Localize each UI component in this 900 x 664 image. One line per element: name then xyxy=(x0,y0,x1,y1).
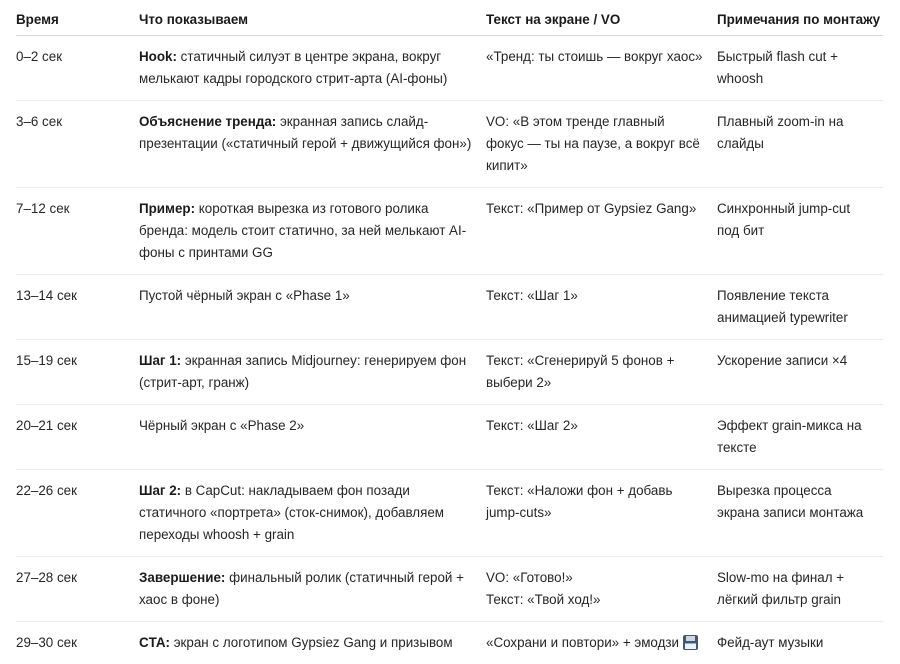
cell-what-we-show xyxy=(139,622,486,664)
cell-screen-text: Текст: «Наложи фон + добавь jump-cuts» xyxy=(486,470,717,557)
header-time: Время xyxy=(16,0,139,36)
cell-screen-text: Текст: «Шаг 2» xyxy=(486,405,717,470)
cell-what-we-show xyxy=(139,101,486,188)
cell-description: экранная запись слайд-презентации («статичный герой + движущийся фон») xyxy=(139,114,472,151)
cell-time: 22–26 сек xyxy=(16,470,139,557)
cell-label: Шаг 2: xyxy=(139,483,182,498)
cell-label: Шаг 1: xyxy=(139,353,182,368)
header-what-we-show: Что показываем xyxy=(139,0,486,36)
cell-label: Пример: xyxy=(139,201,196,216)
cell-screen-text: Текст: «Шаг 1» xyxy=(486,275,717,340)
cell-notes: Эффект grain-микса на тексте xyxy=(717,405,883,470)
storyboard-table xyxy=(16,0,883,664)
cell-what-we-show xyxy=(139,188,486,275)
cell-what-we-show xyxy=(139,405,486,470)
cell-notes: Slow-mo на финал + лёгкий фильтр grain xyxy=(717,557,883,622)
cell-what-we-show xyxy=(139,36,486,101)
cell-notes: Появление текста анимацией typewriter xyxy=(717,275,883,340)
table-row xyxy=(16,340,883,405)
cell-notes: Вырезка процесса экрана записи монтажа xyxy=(717,470,883,557)
table-row xyxy=(16,470,883,557)
cell-label: Завершение: xyxy=(139,570,226,585)
table-row xyxy=(16,188,883,275)
cell-voiceover-line: VO: «Готово!» xyxy=(486,570,573,585)
table-header-row xyxy=(16,0,883,36)
cell-time: 13–14 сек xyxy=(16,275,139,340)
cell-screen-text: VO: «В этом тренде главный фокус — ты на паузе, а вокруг всё кипит» xyxy=(486,101,717,188)
cell-notes: Фейд-аут музыки xyxy=(717,635,824,650)
header-screen-text-vo: Текст на экране / VO xyxy=(486,0,717,36)
storyboard-table-container xyxy=(16,0,883,664)
cell-description: экран с логотипом Gypsiez Gang и призывом xyxy=(170,635,453,650)
cell-description: Пустой чёрный экран с «Phase 1» xyxy=(139,288,350,303)
cell-time: 29–30 сек xyxy=(16,635,77,650)
cell-label: CTA: xyxy=(139,635,170,650)
cell-time: 7–12 сек xyxy=(16,188,139,275)
table-row xyxy=(16,557,883,622)
table-row xyxy=(16,101,883,188)
cell-screen-text xyxy=(486,622,717,664)
cell-description: экранная запись Midjourney: генерируем фон (стрит-арт, гранж) xyxy=(139,353,467,390)
cell-screen-text: Текст: «Пример от Gypsiez Gang» xyxy=(486,188,717,275)
cell-time: 0–2 сек xyxy=(16,36,139,101)
cell-time: 15–19 сек xyxy=(16,340,139,405)
cell-description: финальный ролик (статичный герой + хаос в фоне) xyxy=(139,570,464,607)
cell-description: Чёрный экран с «Phase 2» xyxy=(139,418,305,433)
cell-notes: Ускорение записи ×4 xyxy=(717,340,883,405)
table-row xyxy=(16,275,883,340)
cell-description: короткая вырезка из готового ролика бренда: модель стоит статично, за ней мелькают AI-фоны с принтами GG xyxy=(139,201,467,260)
cell-time: 20–21 сек xyxy=(16,405,139,470)
cell-time: 3–6 сек xyxy=(16,101,139,188)
cell-what-we-show xyxy=(139,275,486,340)
cell-what-we-show xyxy=(139,340,486,405)
cell-notes: Синхронный jump-cut под бит xyxy=(717,188,883,275)
cell-text-line: Текст: «Твой ход!» xyxy=(486,592,601,607)
cell-label: Объяснение тренда: xyxy=(139,114,277,129)
cell-description: статичный силуэт в центре экрана, вокруг мелькают кадры городского стрит-арта (AI-фоны) xyxy=(139,49,448,86)
header-editing-notes: Примечания по монтажу xyxy=(717,0,883,36)
cell-what-we-show xyxy=(139,557,486,622)
cell-time: 27–28 сек xyxy=(16,557,139,622)
cell-screen-text xyxy=(486,557,717,622)
floppy-disk-icon xyxy=(683,635,698,650)
cell-notes: Быстрый flash cut + whoosh xyxy=(717,36,883,101)
cell-label: Hook: xyxy=(139,49,177,64)
cell-screen-text: «Тренд: ты стоишь — вокруг хаос» xyxy=(486,36,717,101)
cell-what-we-show xyxy=(139,470,486,557)
cell-screen-text: Текст: «Сгенерируй 5 фонов + выбери 2» xyxy=(486,340,717,405)
cell-description: в CapCut: накладываем фон позади статичного «портрета» (сток-снимок), добавляем переходы whoosh + grain xyxy=(139,483,444,542)
table-row xyxy=(16,622,883,664)
table-row xyxy=(16,36,883,101)
table-row xyxy=(16,405,883,470)
cell-notes: Плавный zoom-in на слайды xyxy=(717,101,883,188)
cell-screen-text-content: «Сохрани и повтори» + эмодзи xyxy=(486,635,683,650)
